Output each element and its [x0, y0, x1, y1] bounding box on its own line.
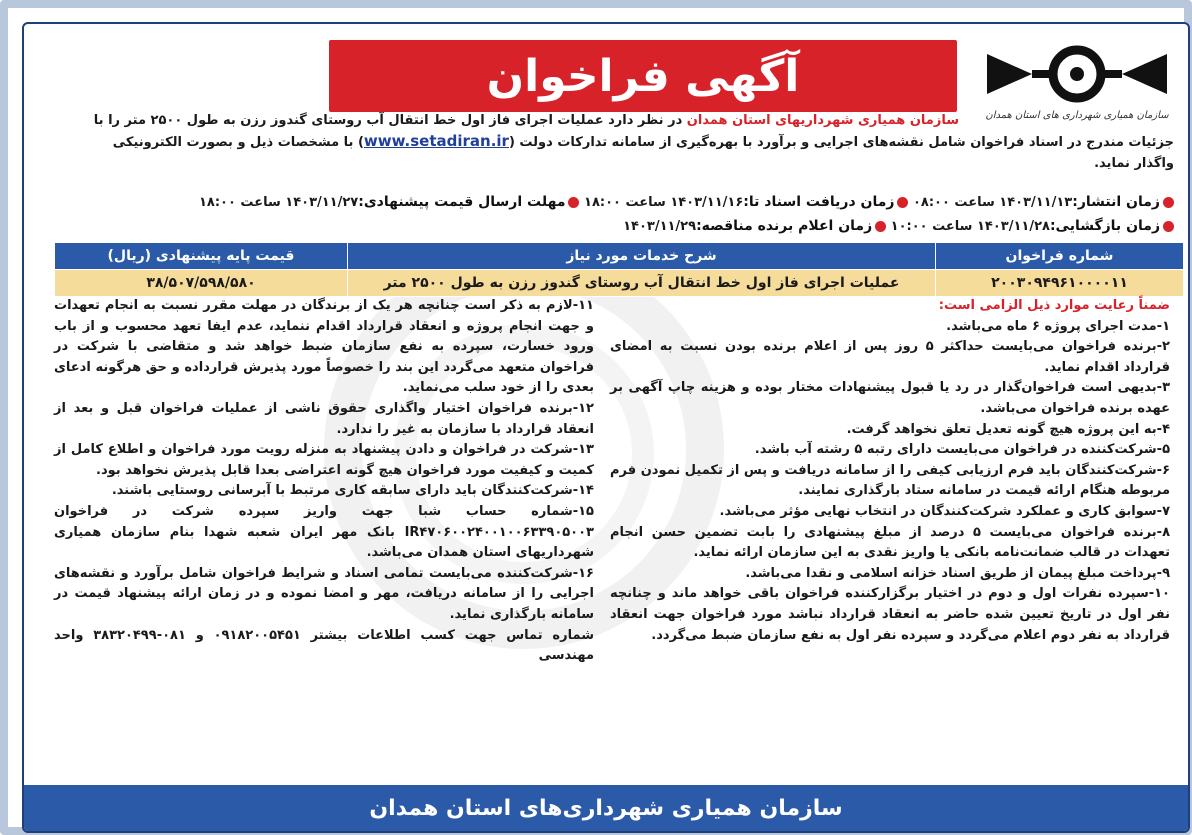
condition-item: ۱۱-لازم به ذکر است چنانچه هر یک از برندگان در مهلت مقرر نسبت به انجام تعهدات و جهت انجام پروژه و انعقاد قرارداد اقدام ننماید، عدم ایفا تعهد محسوب و از باب ورود خسارت، سپرده به نفع سازمان ضبط خواهد شد و متقاضی با شرکت در فراخوان متعهد می‌گردد این بند را خصوصاً مورد پذیرش قرارداده و حق هرگونه ادعای بعدی را از خود سلب می‌نماید.	[54, 298, 594, 396]
condition-item: ۱۰-سپرده نفرات اول و دوم در اختیار برگزارکننده فراخوان باقی خواهد ماند و چنانچه نفر اول در تاریخ تعیین شده حاضر به انعقاد قرارداد نباشد مورد فراخوان جهت انعقاد قرارداد به نفر دوم اعلام می‌گردد و سپرده نفر اول به نفع سازمان ضبط می‌گردد.	[610, 586, 1170, 643]
winner-value: ۱۴۰۳/۱۱/۲۹	[623, 219, 697, 234]
winner-label: زمان اعلام برنده مناقصه:	[696, 218, 873, 234]
header-tender-number: شماره فراخوان	[936, 243, 1184, 270]
page-title: آگهی فراخوان	[486, 50, 800, 102]
bullet-icon	[568, 197, 579, 208]
header-service-description: شرح خدمات مورد نیاز	[348, 243, 936, 270]
intro-paragraph	[42, 110, 1174, 174]
receive-value: ۱۴۰۳/۱۱/۱۶ ساعت ۱۸:۰۰	[584, 195, 744, 210]
header-base-price: قیمت پایه پیشنهادی (ریال)	[55, 243, 348, 270]
logo-caption: سازمان همیاری شهرداری های استان همدان	[985, 110, 1169, 121]
org-name: سازمان همیاری شهرداریهای استان همدان	[686, 113, 959, 128]
condition-item: ۶-شرکت‌کنندگان باید فرم ارزیابی کیفی را از سامانه دریافت و پس از تکمیل نمودن فرم مربوطه هنگام ارائه قیمت در سامانه ستاد بارگذاری نمایند.	[610, 462, 1170, 499]
table-row	[55, 270, 1184, 297]
title-banner	[329, 40, 957, 112]
dates-line-1	[134, 192, 1174, 213]
setad-link[interactable]: www.setadiran.ir	[363, 132, 509, 150]
deadline-label: مهلت ارسال قیمت پیشنهادی:	[358, 194, 566, 210]
logo-icon	[972, 40, 1182, 108]
bullet-icon	[897, 197, 908, 208]
intro-text-1: در نظر دارد عملیات اجرای فاز اول خط انتقال آب روستای گندوز رزن به طول ۲۵۰۰ متر را با	[93, 113, 687, 128]
poster-inner	[22, 22, 1190, 833]
receive-label: زمان دریافت اسناد تا:	[743, 194, 895, 210]
condition-item: ۹-پرداخت مبلغ پیمان از طریق اسناد خزانه اسلامی و نقدا می‌باشد.	[745, 565, 1170, 581]
condition-item: ۱۶-شرکت‌کننده می‌بایست تمامی اسناد و شرایط فراخوان شامل برآورد و نقشه‌های اجرایی را از سامانه دریافت، مهر و امضا نموده و در زمان ارائه پیشنهاد قیمت در سامانه بارگذاری نماید.	[54, 565, 594, 622]
conditions-left-column	[54, 296, 594, 667]
table-header-row	[55, 243, 1184, 270]
condition-item: ۴-به این پروژه هیچ گونه تعدیل تعلق نخواهد گرفت.	[846, 421, 1170, 437]
condition-item: ۵-شرکت‌کننده در فراخوان می‌بایست دارای رتبه ۵ رشته آب باشد.	[754, 442, 1170, 458]
condition-item: ۲-برنده فراخوان می‌بایست حداکثر ۵ روز پس از اعلام برنده بودن نسبت به امضای قرارداد اقدام نماید.	[610, 339, 1170, 375]
condition-item: ۱۵-شماره حساب شبا جهت واریز سپرده شرکت در فراخوان IR۴۷۰۶۰۰۲۴۰۰۱۰۰۶۳۳۹۰۵۰۰۳ بانک مهر ایران شعبه شهدا بنام سازمان همیاری شهرداریهای استان همدان می‌باشد.	[54, 503, 594, 561]
intro-line-1	[42, 110, 1174, 131]
contact-info: شماره تماس جهت کسب اطلاعات بیشتر ۰۹۱۸۲۰۰۵۴۵۱ و ۰۸۱-۳۸۳۲۰۴۹۹ واحد مهندسی	[54, 627, 594, 664]
deadline-value: ۱۴۰۳/۱۱/۲۷ ساعت ۱۸:۰۰	[198, 195, 359, 210]
intro-text-2: جزئیات مندرج در اسناد فراخوان شامل نقشه‌های اجرایی و برآورد با بهره‌گیری از سامانه تدارکات دولت (	[508, 135, 1174, 150]
condition-item: ۷-سوابق کاری و عملکرد شرکت‌کنندگان در انتخاب نهایی مؤثر می‌باشد.	[719, 503, 1170, 519]
intro-text-3: ) با مشخصات ذیل و بصورت الکترونیکی	[112, 135, 364, 150]
publish-label: زمان انتشار:	[1072, 194, 1160, 210]
intro-line-2	[42, 131, 1174, 153]
bullet-icon	[1163, 221, 1174, 232]
publish-value: ۱۴۰۳/۱۱/۱۳ ساعت ۰۸:۰۰	[912, 195, 1073, 210]
condition-item: ۱۲-برنده فراخوان اختیار واگذاری حقوق ناشی از عملیات فراخوان قبل و بعد از انعقاد قرارداد با سازمان به غیر را ندارد.	[54, 400, 594, 437]
bullet-icon	[1163, 197, 1174, 208]
cell-base-price: ۳۸/۵۰۷/۵۹۸/۵۸۰	[55, 270, 348, 297]
cell-tender-number: ۲۰۰۳۰۹۴۹۶۱۰۰۰۰۱۱	[936, 270, 1184, 297]
condition-item: ۸-برنده فراخوان می‌بایست ۵ درصد از مبلغ پیشنهادی را بابت تضمین حسن انجام تعهدات در قالب ضمانت‌نامه بانکی یا واریز نقدی به این سازمان ارائه نماید.	[610, 524, 1171, 561]
opening-value: ۱۴۰۳/۱۱/۲۸ ساعت ۱۰:۰۰	[890, 219, 1050, 234]
bullet-icon	[875, 221, 886, 232]
tender-table	[54, 242, 1184, 297]
conditions-right-column	[610, 296, 1170, 646]
condition-item: ۱۴-شرکت‌کنندگان باید دارای سابقه کاری مرتبط با آبرسانی روستایی باشند.	[111, 483, 594, 499]
condition-item: ۱۳-شرکت در فراخوان و دادن پیشنهاد به منزله رویت مورد فراخوان و اطلاع کامل از کمیت و کیفیت مورد فراخوان هیچ گونه اعتراضی بعدا قابل پذیرش نخواهد بود.	[54, 442, 594, 478]
footer-org-name: سازمان همیاری شهرداری‌های استان همدان	[369, 795, 843, 821]
dates-line-2	[134, 216, 1174, 237]
intro-line-3: واگذار نماید.	[1094, 156, 1174, 171]
footer-bar	[24, 785, 1188, 831]
opening-label: زمان بازگشایی:	[1049, 218, 1160, 234]
condition-item: ۱-مدت اجرای پروژه ۶ ماه می‌باشد.	[946, 318, 1170, 334]
cell-service-description: عملیات اجرای فاز اول خط انتقال آب روستای گندوز رزن به طول ۲۵۰۰ متر	[348, 270, 936, 297]
condition-item: ۳-بدیهی است فراخوان‌گذار در رد یا قبول پیشنهادات مختار بوده و هزینه چاپ آگهی بر عهده برنده فراخوان می‌باشد.	[610, 380, 1170, 416]
conditions-title: ضمناً رعایت موارد ذیل الزامی است:	[938, 298, 1170, 313]
